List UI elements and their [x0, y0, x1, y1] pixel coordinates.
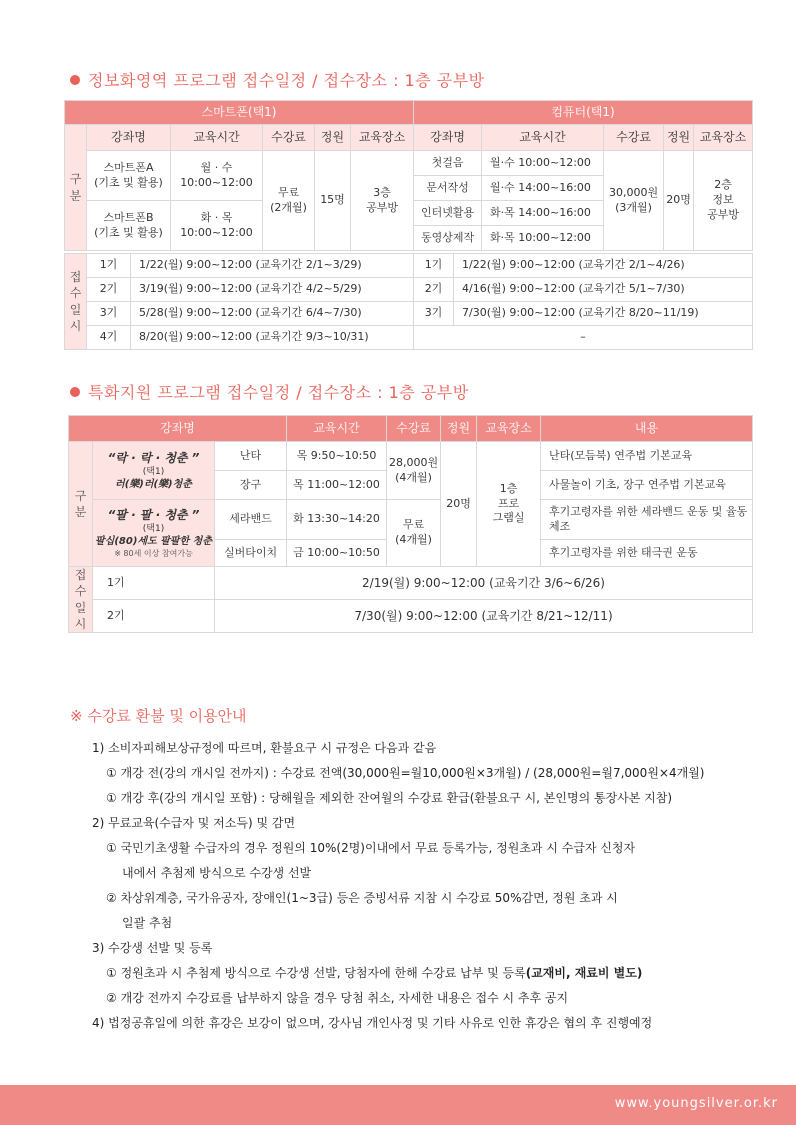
term-label: 4기 [87, 326, 131, 350]
course-time: 목 9:50~10:50 [287, 442, 387, 471]
website-url: www.youngsilver.or.kr [614, 1096, 778, 1111]
smartphone-a-time: 월 · 수 10:00~12:00 [171, 151, 263, 201]
smartphone-header: 스마트폰(택1) [65, 101, 414, 125]
course-content: 난타(모듬북) 연주법 기본교육 [541, 442, 753, 471]
fee-free: 무료 (4개월) [387, 500, 441, 567]
term-label: 2기 [414, 278, 454, 302]
pc-course-name: 문서작성 [414, 176, 482, 201]
notice-subitem: ② 개강 전까지 수강료를 납부하지 않을 경우 당첨 취소, 자세한 내용은 접수 시 추후 공지 [106, 991, 569, 1005]
course-content: 사물놀이 기초, 장구 연주법 기본교육 [541, 471, 753, 500]
term-label: 3기 [87, 302, 131, 326]
pc-course-time: 월·수 10:00~12:00 [482, 151, 604, 176]
smartphone-b-name: 스마트폰B (기초 및 활용) [87, 201, 171, 251]
bullet-dot-icon [70, 75, 80, 85]
course-name: 세라밴드 [215, 500, 287, 540]
col-course: 강좌명 [414, 125, 482, 151]
notice-item: 1) 소비자피해보상규정에 따르며, 환불요구 시 규정은 다음과 같음 [92, 741, 437, 755]
notice-subitem: ② 차상위계층, 국가유공자, 장애인(1~3급) 등은 증빙서류 지참 시 수강료 50%감면, 정원 초과 시 [106, 891, 618, 905]
col-place: 교육장소 [477, 416, 541, 442]
group-slogan: 팔십(80)세도 팔팔한 청춘 [95, 536, 212, 548]
notice-subitem-cont: 내에서 추첨제 방식으로 수강생 선발 [122, 866, 312, 880]
category-label: 구 분 [69, 442, 93, 567]
term-schedule: 1/22(월) 9:00~12:00 (교육기간 2/1~3/29) [131, 254, 414, 278]
course-time: 화 13:30~14:20 [287, 500, 387, 540]
pc-capacity: 20명 [664, 151, 694, 251]
notice-subitem: ① 개강 후(강의 개시일 포함) : 당해월을 제외한 잔여월의 수강료 환급(환불요구 시, 본인명의 통장사본 지참) [106, 791, 673, 805]
pc-course-time: 화·목 14:00~16:00 [482, 201, 604, 226]
col-content: 내용 [541, 416, 753, 442]
col-time: 교육시간 [171, 125, 263, 151]
term-schedule: 8/20(월) 9:00~12:00 (교육기간 9/3~10/31) [131, 326, 414, 350]
col-capacity: 정원 [315, 125, 351, 151]
category-label: 구 분 [65, 125, 87, 251]
col-time: 교육시간 [482, 125, 604, 151]
fee-paid: 28,000원 (4개월) [387, 442, 441, 500]
group-subtitle: (택1) [142, 523, 165, 534]
capacity: 20명 [441, 442, 477, 567]
notice-item: 3) 수강생 선발 및 등록 [92, 941, 213, 955]
col-time: 교육시간 [287, 416, 387, 442]
pc-fee: 30,000원 (3개월) [604, 151, 664, 251]
place: 1층 프로 그램실 [477, 442, 541, 567]
col-place: 교육장소 [694, 125, 753, 151]
term-schedule: 3/19(월) 9:00~12:00 (교육기간 4/2~5/29) [131, 278, 414, 302]
pc-course-name: 동영상제작 [414, 226, 482, 251]
notice-subitem: ① 개강 전(강의 개시일 전까지) : 수강료 전액(30,000원=월10,000원×3개월) / (28,000원=월7,000원×4개월) [106, 766, 705, 780]
smartphone-place: 3층 공부방 [351, 151, 414, 251]
notice-subitem: ① 정원초과 시 추첨제 방식으로 수강생 선발, 당첨자에 한해 수강료 납부 및 등록(교재비, 재료비 별도) [106, 966, 643, 980]
course-content: 후기고령자를 위한 태극권 운동 [541, 540, 753, 567]
bullet-dot-icon [70, 387, 80, 397]
footer-bar [0, 1085, 796, 1125]
registration-label: 접 수 일 시 [69, 567, 93, 633]
col-fee: 수강료 [387, 416, 441, 442]
col-fee: 수강료 [263, 125, 315, 151]
col-capacity: 정원 [441, 416, 477, 442]
special-program-table [68, 415, 753, 633]
notice-subitem: ① 국민기초생활 수급자의 경우 정원의 10%(2명)이내에서 무료 등록가능, 정원초과 시 수급자 신청자 [106, 841, 636, 855]
course-name: 장구 [215, 471, 287, 500]
smartphone-capacity: 15명 [315, 151, 351, 251]
group-note: ※ 80세 이상 참여가능 [114, 548, 193, 558]
term-label: 1기 [414, 254, 454, 278]
course-content: 후기고령자를 위한 세라밴드 운동 및 율동체조 [541, 500, 753, 540]
col-fee: 수강료 [604, 125, 664, 151]
term-label: 2기 [87, 278, 131, 302]
pc-course-time: 월·수 14:00~16:00 [482, 176, 604, 201]
smartphone-b-time: 화 · 목 10:00~12:00 [171, 201, 263, 251]
term-schedule: 1/22(월) 9:00~12:00 (교육기간 2/1~4/26) [454, 254, 753, 278]
section1-title: 정보화영역 프로그램 접수일정 / 접수장소 : 1층 공부방 [70, 68, 485, 91]
smartphone-a-name: 스마트폰A (기초 및 활용) [87, 151, 171, 201]
term-schedule: 7/30(월) 9:00~12:00 (교육기간 8/21~12/11) [215, 600, 753, 633]
notice-item: 2) 무료교육(수급자 및 저소득) 및 감면 [92, 816, 296, 830]
col-course: 강좌명 [69, 416, 287, 442]
group-subtitle: (택1) [142, 466, 165, 477]
term-label: 1기 [93, 567, 215, 600]
term-schedule: 7/30(월) 9:00~12:00 (교육기간 8/20~11/19) [454, 302, 753, 326]
smartphone-fee: 무료 (2개월) [263, 151, 315, 251]
col-place: 교육장소 [351, 125, 414, 151]
registration-label: 접 수 일 시 [65, 254, 87, 350]
section2-title: 특화지원 프로그램 접수일정 / 접수장소 : 1층 공부방 [70, 380, 469, 403]
term-schedule: 2/19(월) 9:00~12:00 (교육기간 3/6~6/26) [215, 567, 753, 600]
pc-place: 2층 정보 공부방 [694, 151, 753, 251]
group-title: “락 · 락 · 청춘 ” [107, 450, 200, 465]
refund-notice [70, 705, 750, 1036]
term-label: 3기 [414, 302, 454, 326]
col-course: 강좌명 [87, 125, 171, 151]
term-schedule-empty: – [414, 326, 753, 350]
group-rock-rock [93, 442, 215, 500]
term-label: 1기 [87, 254, 131, 278]
term-schedule: 5/28(월) 9:00~12:00 (교육기간 6/4~7/30) [131, 302, 414, 326]
group-slogan: 러(樂)러(樂)청춘 [115, 478, 192, 490]
notice-title: ※ 수강료 환불 및 이용안내 [70, 707, 247, 725]
col-capacity: 정원 [664, 125, 694, 151]
term-schedule: 4/16(월) 9:00~12:00 (교육기간 5/1~7/30) [454, 278, 753, 302]
term-label: 2기 [93, 600, 215, 633]
pc-course-time: 화·목 10:00~12:00 [482, 226, 604, 251]
notice-item: 4) 법정공휴일에 의한 휴강은 보강이 없으며, 강사님 개인사정 및 기타 사유로 인한 휴강은 협의 후 진행예정 [92, 1016, 653, 1030]
group-title: “팔 · 팔 · 청춘 ” [107, 507, 200, 522]
computer-header: 컴퓨터(택1) [414, 101, 753, 125]
it-registration-table [64, 253, 753, 350]
notice-subitem-cont: 일괄 추첨 [122, 916, 173, 930]
group-pal-pal [93, 500, 215, 567]
pc-course-name: 인터넷활용 [414, 201, 482, 226]
pc-course-name: 첫걸음 [414, 151, 482, 176]
it-program-table [64, 100, 753, 251]
course-time: 금 10:00~10:50 [287, 540, 387, 567]
course-name: 난타 [215, 442, 287, 471]
course-time: 목 11:00~12:00 [287, 471, 387, 500]
course-name: 실버타이치 [215, 540, 287, 567]
